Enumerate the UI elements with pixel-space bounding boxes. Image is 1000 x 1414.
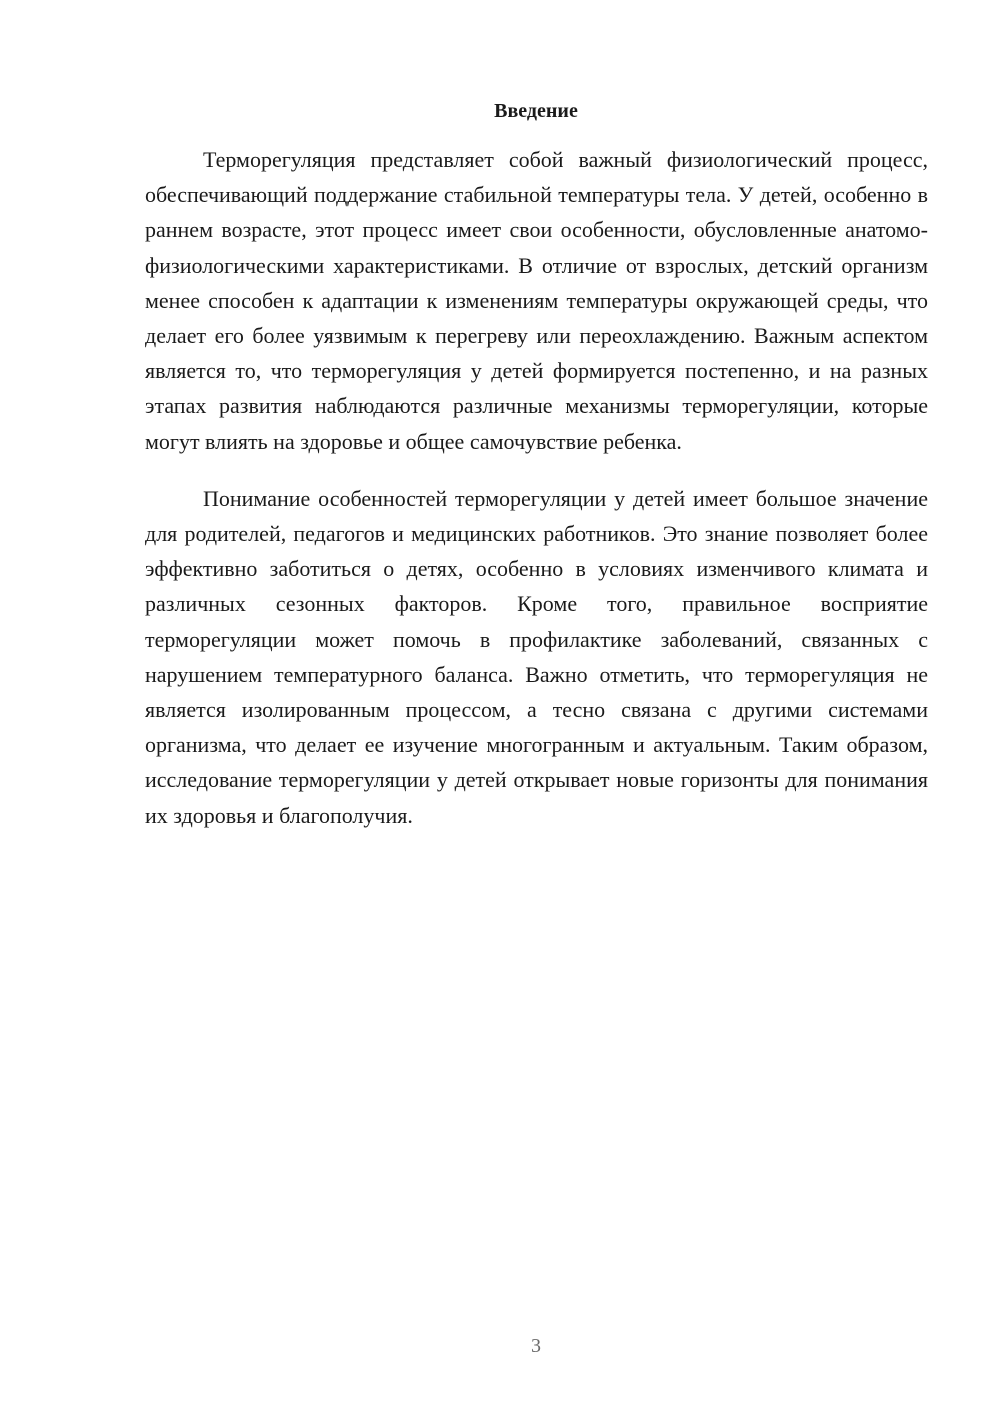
paragraph-2: Понимание особенностей терморегуляции у детей имеет большое значение для родителей, педагогов и медицинских работников. Это знание позволяет более эффективно заботиться о детях, особенно в условиях изменчивого климата и различных сезонных факторов. Кроме того, правильное восприятие терморегуляции может помочь в профилактике заболеваний, связанных с нарушением температурного баланса. Важно отметить, что терморегуляция не является изолированным процессом, а тесно связана с другими системами организма, что делает ее изучение многогранным и актуальным. Таким образом, исследование терморегуляции у детей открывает новые горизонты для понимания их здоровья и благополучия. [145, 485, 928, 828]
body-text [145, 142, 928, 855]
page-number: 3 [531, 1335, 541, 1357]
section-heading: Введение [494, 100, 578, 122]
paragraph-1: Терморегуляция представляет собой важный физиологический процесс, обеспечивающий поддержание стабильной температуры тела. У детей, особенно в раннем возрасте, этот процесс имеет свои особенности, обусловленные анатомо-физиологическими характеристиками. В отличие от взрослых, детский организм менее способен к адаптации к изменениям температуры окружающей среды, что делает его более уязвимым к перегреву или переохлаждению. Важным аспектом является то, что терморегуляция у детей формируется постепенно, и на разных этапах развития наблюдаются различные механизмы терморегуляции, которые могут влиять на здоровье и общее самочувствие ребенка. [145, 147, 928, 454]
